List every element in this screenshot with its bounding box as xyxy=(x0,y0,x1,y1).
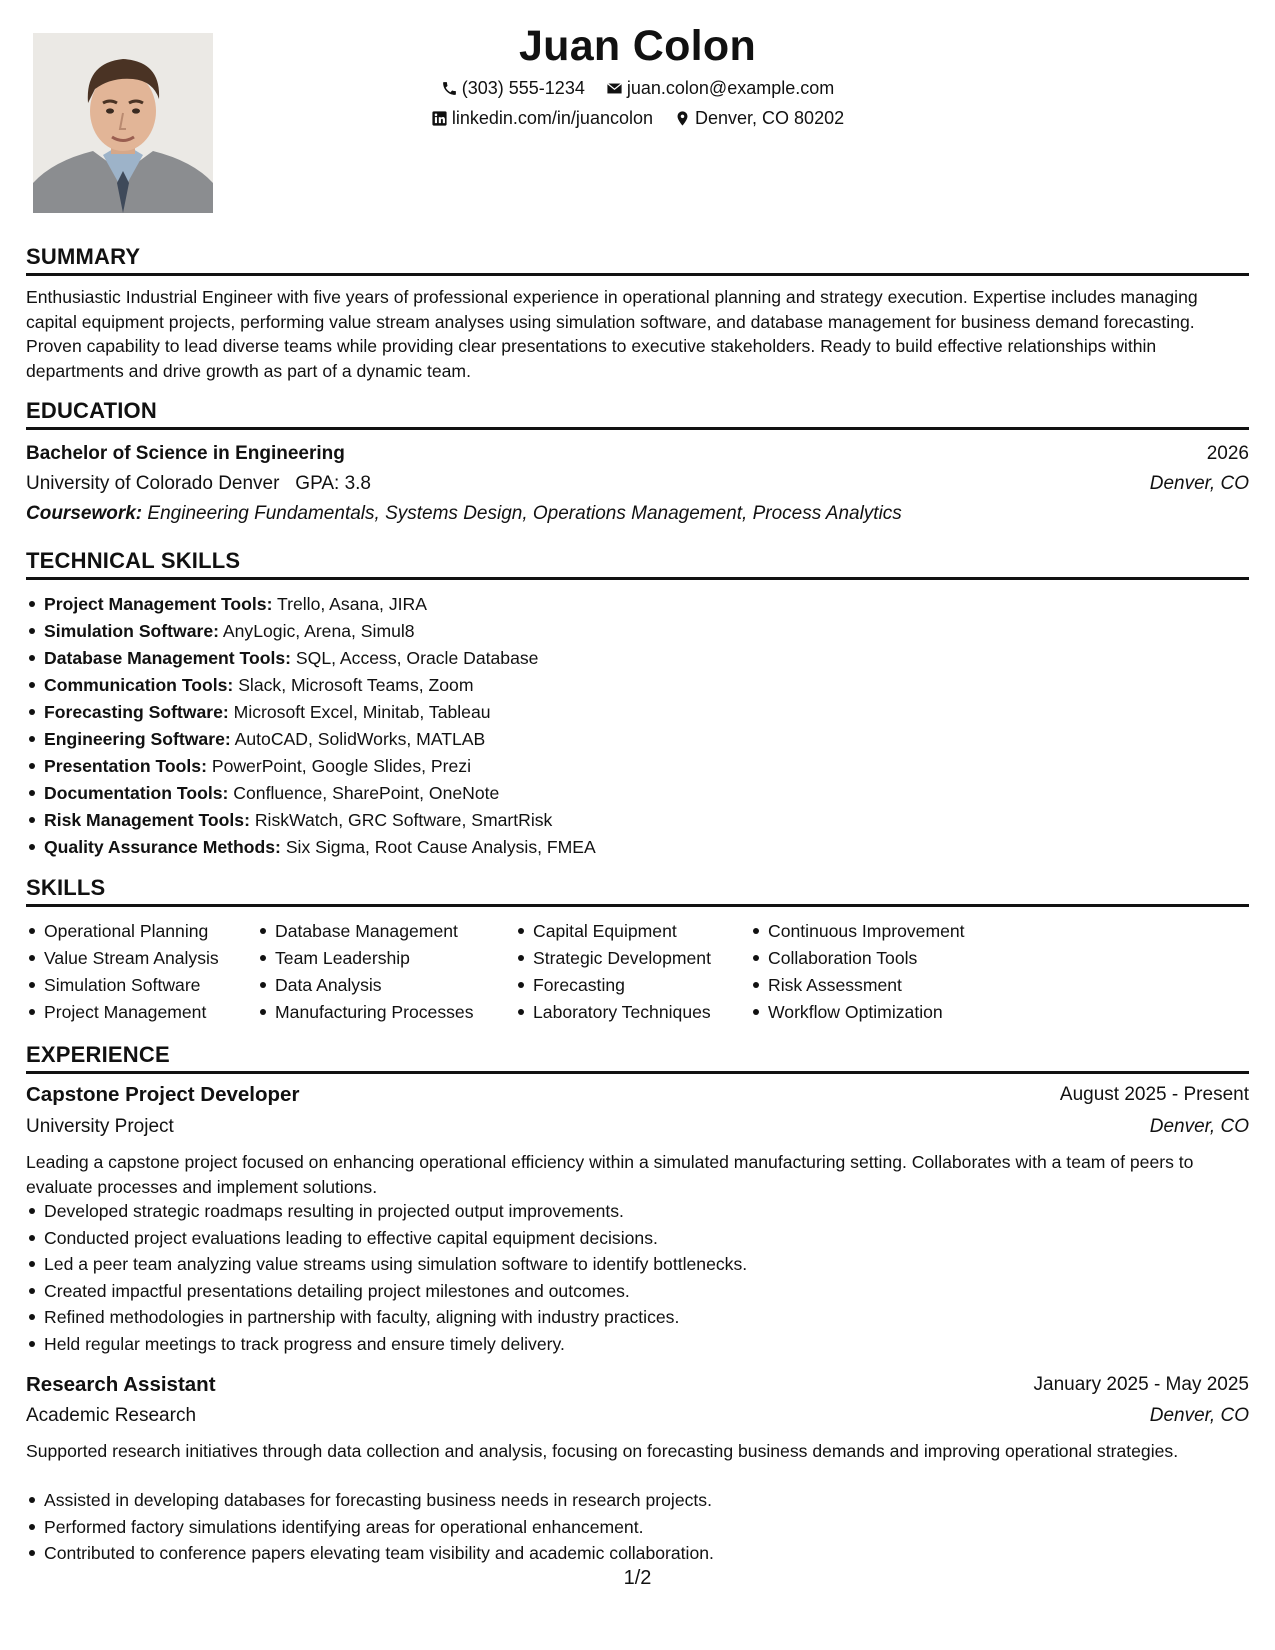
skill-category: Risk Management Tools: xyxy=(44,810,250,830)
list-item: Refined methodologies in partnership with faculty, aligning with industry practices. xyxy=(26,1304,747,1331)
education-degree-row xyxy=(26,443,1249,469)
linkedin-contact[interactable] xyxy=(431,108,653,129)
summary-text: Enthusiastic Industrial Engineer with five years of professional experience in operational planning and strategy execution. Expertise includes managing capital equipment projects, performing value stream analyses using simulation software, and database management for business demand forecasting. Proven capability to lead diverse teams while providing clear presentations to executive stakeholders. Ready to build effective relationships within departments and drive growth as part of a dynamic team. xyxy=(26,287,1198,381)
list-item: Assisted in developing databases for forecasting business needs in research projects. xyxy=(26,1487,714,1514)
list-item: Led a peer team analyzing value streams using simulation software to identify bottlenecks. xyxy=(26,1251,747,1278)
phone-text: (303) 555-1234 xyxy=(461,78,585,98)
list-item xyxy=(26,645,596,672)
skill-values: AnyLogic, Arena, Simul8 xyxy=(222,621,415,641)
education-school-row xyxy=(26,473,1249,499)
skills-column-3 xyxy=(515,918,711,1026)
location-contact xyxy=(674,108,844,129)
skill-values: Confluence, SharePoint, OneNote xyxy=(233,783,500,803)
job-title: Research Assistant xyxy=(26,1373,216,1396)
job-organization: University Project xyxy=(26,1116,174,1137)
skill-category: Documentation Tools: xyxy=(44,783,229,803)
skill-category: Project Management Tools: xyxy=(44,594,273,614)
job-title: Capstone Project Developer xyxy=(26,1083,300,1106)
skill-values: RiskWatch, GRC Software, SmartRisk xyxy=(254,810,553,830)
skills-column-4 xyxy=(750,918,965,1026)
job-2-org-row xyxy=(26,1405,1249,1431)
phone-contact[interactable] xyxy=(441,78,585,99)
job-1-header xyxy=(26,1083,1249,1111)
job-2-description: Supported research initiatives through data collection and analysis, focusing on forecasting business demands and improving operational strategies. xyxy=(26,1441,1179,1461)
skills-heading: SKILLS xyxy=(26,875,1249,907)
gpa: GPA: 3.8 xyxy=(295,473,371,494)
linkedin-text: linkedin.com/in/juancolon xyxy=(451,108,653,128)
list-item: Workflow Optimization xyxy=(750,999,965,1026)
list-item: Laboratory Techniques xyxy=(515,999,711,1026)
list-item: Simulation Software xyxy=(26,972,219,999)
coursework-list: Engineering Fundamentals, Systems Design, Operations Management, Process Analytics xyxy=(147,503,902,524)
technical-skills-list xyxy=(26,591,596,861)
job-dates: August 2025 - Present xyxy=(1059,1084,1249,1105)
envelope-icon xyxy=(606,80,623,97)
list-item xyxy=(26,672,596,699)
list-item xyxy=(26,726,596,753)
coursework-line xyxy=(26,503,902,525)
email-contact[interactable] xyxy=(606,78,834,99)
skill-values: Slack, Microsoft Teams, Zoom xyxy=(238,675,474,695)
list-item: Collaboration Tools xyxy=(750,945,965,972)
list-item: Value Stream Analysis xyxy=(26,945,219,972)
school-name: University of Colorado Denver xyxy=(26,473,280,494)
skill-category: Database Management Tools: xyxy=(44,648,292,668)
list-item: Forecasting xyxy=(515,972,711,999)
graduation-year: 2026 xyxy=(1206,443,1249,464)
list-item: Performed factory simulations identifying areas for operational enhancement. xyxy=(26,1514,714,1541)
list-item: Continuous Improvement xyxy=(750,918,965,945)
job-1-org-row xyxy=(26,1116,1249,1142)
skill-values: PowerPoint, Google Slides, Prezi xyxy=(211,756,471,776)
contact-line-1 xyxy=(0,78,1275,102)
list-item xyxy=(26,834,596,861)
job-2-header xyxy=(26,1373,1249,1401)
education-heading: EDUCATION xyxy=(26,398,1249,430)
skill-values: Six Sigma, Root Cause Analysis, FMEA xyxy=(285,837,596,857)
page-number: 1/2 xyxy=(623,1567,652,1589)
list-item xyxy=(26,780,596,807)
list-item: Contributed to conference papers elevating team visibility and academic collaboration. xyxy=(26,1540,714,1567)
list-item xyxy=(26,591,596,618)
candidate-name: Juan Colon xyxy=(518,22,757,70)
email-text: juan.colon@example.com xyxy=(626,78,835,98)
list-item: Manufacturing Processes xyxy=(257,999,474,1026)
linkedin-icon xyxy=(431,110,448,127)
degree-title: Bachelor of Science in Engineering xyxy=(26,443,345,464)
list-item: Database Management xyxy=(257,918,474,945)
list-item xyxy=(26,618,596,645)
skills-column-2 xyxy=(257,918,474,1026)
list-item xyxy=(26,699,596,726)
skill-category: Quality Assurance Methods: xyxy=(44,837,281,857)
school-info xyxy=(26,473,371,495)
job-organization: Academic Research xyxy=(26,1405,197,1426)
list-item: Project Management xyxy=(26,999,219,1026)
phone-icon xyxy=(441,80,458,97)
list-item: Conducted project evaluations leading to effective capital equipment decisions. xyxy=(26,1225,747,1252)
list-item: Strategic Development xyxy=(515,945,711,972)
list-item: Data Analysis xyxy=(257,972,474,999)
skills-column-1 xyxy=(26,918,219,1026)
skill-values: SQL, Access, Oracle Database xyxy=(295,648,539,668)
job-1-bullets xyxy=(26,1198,747,1357)
skill-values: Microsoft Excel, Minitab, Tableau xyxy=(233,702,491,722)
list-item: Capital Equipment xyxy=(515,918,711,945)
skill-category: Engineering Software: xyxy=(44,729,231,749)
map-pin-icon xyxy=(674,110,691,127)
summary-heading: SUMMARY xyxy=(26,244,1249,276)
coursework-label: Coursework: xyxy=(26,503,143,524)
skill-values: Trello, Asana, JIRA xyxy=(277,594,427,614)
location-text: Denver, CO 80202 xyxy=(695,108,845,128)
coursework-row xyxy=(26,503,1249,529)
list-item: Created impactful presentations detailing project milestones and outcomes. xyxy=(26,1278,747,1305)
contact-line-2 xyxy=(0,108,1275,132)
list-item: Team Leadership xyxy=(257,945,474,972)
skill-values: AutoCAD, SolidWorks, MATLAB xyxy=(234,729,486,749)
list-item: Held regular meetings to track progress and ensure timely delivery. xyxy=(26,1331,747,1358)
list-item: Risk Assessment xyxy=(750,972,965,999)
school-location: Denver, CO xyxy=(1149,473,1249,494)
experience-heading: EXPERIENCE xyxy=(26,1042,1249,1074)
job-1-description: Leading a capstone project focused on enhancing operational efficiency within a simulated manufacturing setting. Collaborates with a team of peers to evaluate processes and implement solutions. xyxy=(26,1152,1194,1197)
skill-category: Communication Tools: xyxy=(44,675,234,695)
list-item xyxy=(26,807,596,834)
skill-category: Presentation Tools: xyxy=(44,756,207,776)
technical-skills-heading: TECHNICAL SKILLS xyxy=(26,548,1249,580)
skill-category: Simulation Software: xyxy=(44,621,219,641)
job-dates: January 2025 - May 2025 xyxy=(1033,1374,1249,1395)
job-location: Denver, CO xyxy=(1149,1116,1249,1137)
list-item xyxy=(26,753,596,780)
job-2-bullets xyxy=(26,1487,714,1567)
list-item: Operational Planning xyxy=(26,918,219,945)
job-location: Denver, CO xyxy=(1149,1405,1249,1426)
skill-category: Forecasting Software: xyxy=(44,702,229,722)
list-item: Developed strategic roadmaps resulting in projected output improvements. xyxy=(26,1198,747,1225)
